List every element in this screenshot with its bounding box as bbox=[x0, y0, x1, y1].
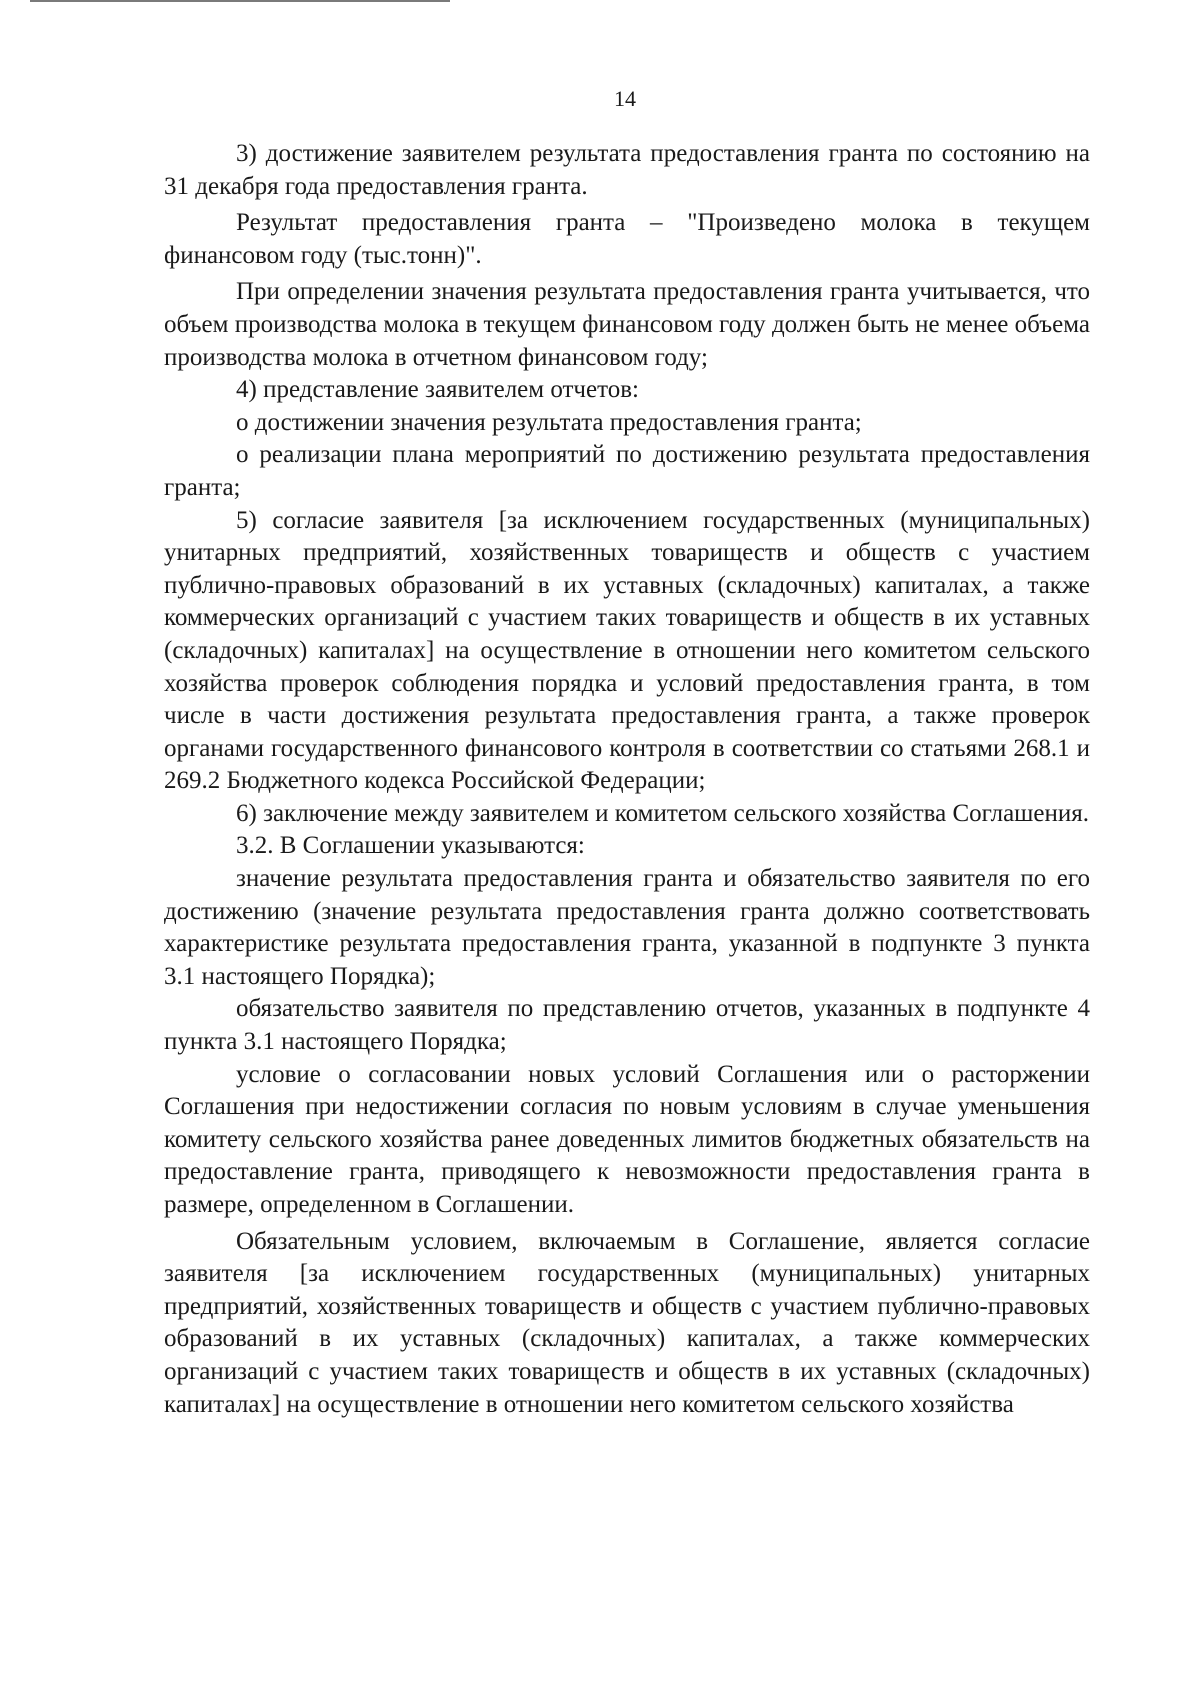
paragraph-report-result: о достижении значения результата предоставления гранта; bbox=[236, 408, 862, 436]
paragraph-reporting-obligation: обязательство заявителя по представлению отчетов, указанных в подпункте 4 пункта 3.1 настоящего Порядка; bbox=[164, 995, 1090, 1056]
paragraph-consent-audit: 5) согласие заявителя [за исключением государственных (муниципальных) унитарных предприятий, хозяйственных товариществ и обществ с участием публично-правовых образований в их уставных (складочных) капиталах, а также коммерческих организаций с участием таких товариществ и обществ в их уставных (складочных) капиталах] на осуществление в отношении него комитетом сельского хозяйства проверок соблюдения порядка и условий предоставления гранта, в том числе в части достижения результата предоставления гранта, а также проверок органами государственного финансового контроля в соответствии со статьями 268.1 и 269.2 Бюджетного кодекса Российской Федерации; bbox=[164, 506, 1090, 795]
scan-edge-line bbox=[30, 0, 450, 2]
paragraph-agreement-conditions: условие о согласовании новых условий Соглашения или о расторжении Соглашения при недостижении согласия по новым условиям в случае уменьшения комитету сельского хозяйства ранее доведенных лимитов бюджетных обязательств на предоставление гранта, приводящего к невозможности предоставления гранта в размере, определенном в Соглашении. bbox=[164, 1060, 1090, 1218]
paragraph-mandatory-condition: Обязательным условием, включаемым в Соглашение, является согласие заявителя [за исключением государственных (муниципальных) унитарных предприятий, хозяйственных товариществ и обществ с участием публично-правовых образований в их уставных (складочных) капиталах, а также коммерческих организаций с участием таких товариществ и обществ в их уставных (складочных) капиталах] на осуществление в отношении него комитетом сельского хозяйства bbox=[164, 1227, 1090, 1418]
paragraph-section-3-2-heading: 3.2. В Соглашении указываются: bbox=[236, 832, 585, 860]
paragraph-agreement-conclusion: 6) заключение между заявителем и комитетом сельского хозяйства Соглашения. bbox=[236, 799, 1090, 827]
paragraph-result-achievement: 3) достижение заявителем результата предоставления гранта по состоянию на 31 декабря года предоставления гранта. bbox=[164, 140, 1090, 200]
paragraph-result-definition: Результат предоставления гранта – "Произведено молока в текущем финансовом году (тыс.тонн)". bbox=[164, 209, 1090, 269]
paragraph-reports-intro: 4) представление заявителем отчетов: bbox=[236, 376, 639, 404]
document-body bbox=[164, 138, 1090, 1421]
paragraph-report-plan: о реализации плана мероприятий по достижению результата предоставления гранта; bbox=[164, 441, 1090, 501]
page-number: 14 bbox=[614, 86, 636, 111]
paragraph-result-value-obligation: значение результата предоставления гранта и обязательство заявителя по его достижению (значение результата предоставления гранта должно соответствовать характеристике результата предоставления гранта, указанной в подпункте 3 пункта 3.1 настоящего Порядка); bbox=[164, 865, 1090, 990]
paragraph-result-determination: При определении значения результата предоставления гранта учитывается, что объем производства молока в текущем финансовом году должен быть не менее объема производства молока в отчетном финансовом году; bbox=[164, 278, 1090, 371]
